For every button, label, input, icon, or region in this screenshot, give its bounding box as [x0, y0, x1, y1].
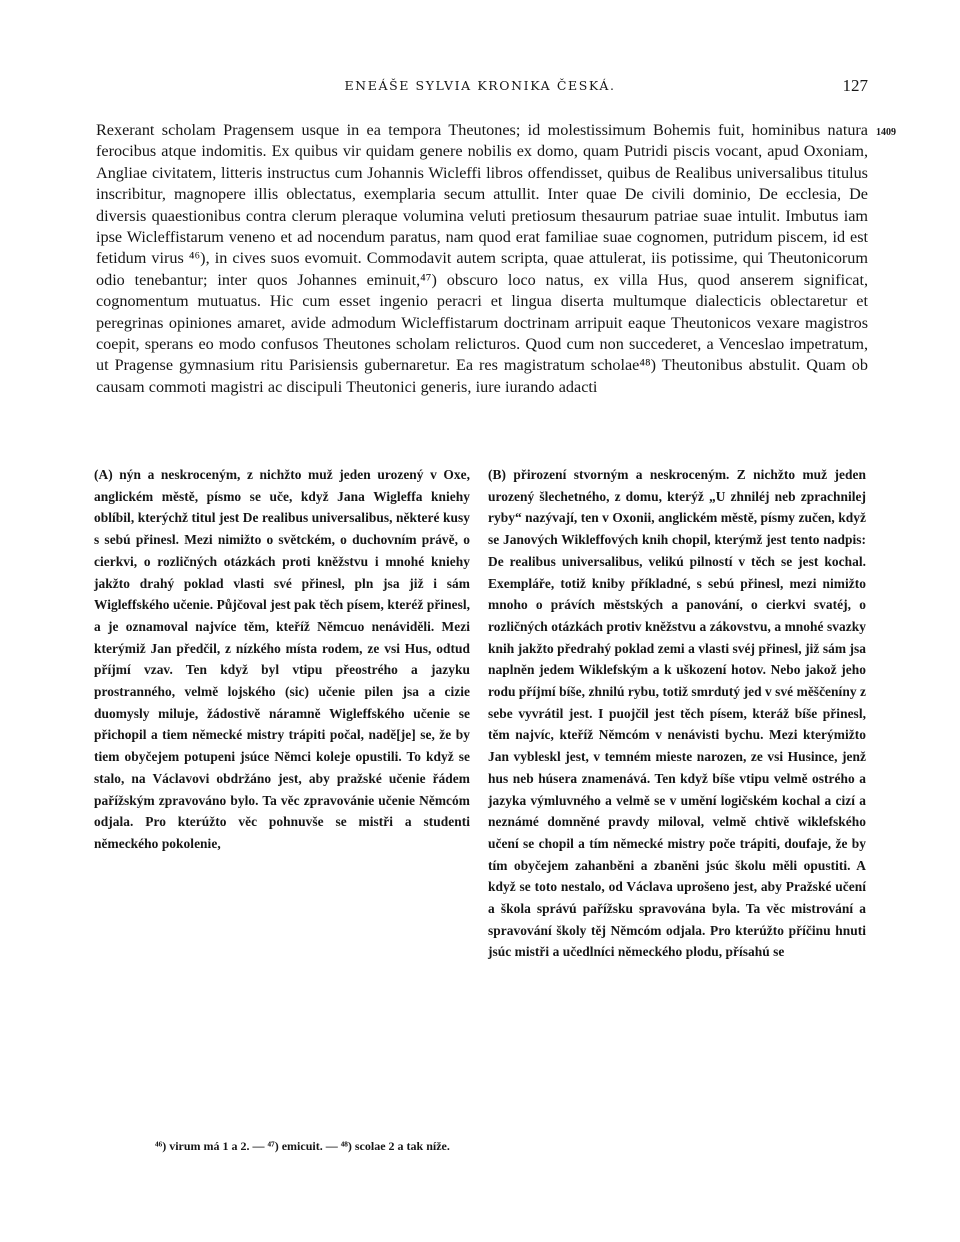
running-title: ENEÁŠE SYLVIA KRONIKA ČESKÁ. [344, 78, 616, 93]
czech-column-a: (A) nýn a neskroceným, z nichžto muž jeden urozený v Oxe, anglickém městě, písmo se uče, když Jana Wigleffa kniehy oblíbil, kterýchž titul jest De realibus universalibus, některé kusy s sebú přinesl. Mezi nimižto o světckém, o duchovním právě, o cierkvi, o rozličných otázkách proti kněžstvu i mnohé kniehy jakžto drahý poklad vlasti své přinesl, pln jsa již i sám Wigleffského učenie. Půjčoval jest pak těch písem, kteréž přinesl, a je oznamoval najvíce těm, kteříž Němcuo nenáviděli. Mezi kterýmiž Jan předčil, z nízkého místa rodem, ze vsi Hus, odtud příjmí vzav. Ten když byl vtipu přeostrého a jazyku prostranného, velmě lojského (sic) učenie pilen jsa a cizie duomysly miluje, žádostivě náramně Wigleffského učenie se přichopil a tiem německé mistry trápiti počal, nadě[je] se, že by tiem obyčejem potupeni jsúce Němci koleje opustili. To když se stalo, na Václavovi obdržáno jest, aby pražské učenie řádem pařížským zpravováno bylo. Ta věc zpravovánie učenie Němcóm odjala. Pro kterúžto věc pohnuvše se mistři a studenti německého pokolenie, [94, 467, 470, 851]
page-number: 127 [842, 76, 868, 95]
latin-paragraph: Rexerant scholam Pragensem usque in ea tempora Theutones; id molestissimum Bohemis fuit, hominibus natura ferocibus atque indomitis. Ex quibus vir quidam genere nobilis ex domo, quam Putridi piscis vocant, apud Oxoniam, Angliae civitatem, litteris instructus cum Johannis Wicleffi libros offendisset, quibus de Realibus universalibus titulus inscribitur, magnopere illis oblectatus, exemplaria secum attullit. Inter quae De civili dominio, De ecclesia, De diversis quaestionibus contra clerum pleraque volumina veluti pretiosum thesaurum patriae suae intulit. Imbutus iam ipse Wicleffistarum veneno et ad nocendum paratus, nam quod erat familiae suae cognomen, putridum piscem, id est fetidum virus ⁴⁶), in cives suos evomuit. Commodavit autem scripta, quae attulerat, iis potissime, qui Theutonicorum odio tenebantur; inter quos Johannes eminuit,⁴⁷) obscuro loco natus, ex villa Hus, quod anserem significat, cognomentum mutuatus. Hic cum esset ingenio peracri et lingua diserta multumque dialecticis oblectaretur et peregrinas opiniones amaret, avide admodum Wicleffistarum doctrinam arripuit eaque Theutonicos vexare magistros coepit, sperans eo modo confusos Theutones scholam relicturos. Quod cum non succederet, a Venceslao impetratum, ut Pragense gymnasium ritu Parisiensis gubernaretur. Ea res magistratum scholae⁴⁸) Theutonibus abstulit. Quam ob causam commoti magistri ac discipuli Theutonici generis, iure iurando adacti [96, 121, 868, 396]
czech-column-b: (B) přirození stvorným a neskroceným. Z nichžto muž jeden urozený šlechetného, z domu, kterýž „U zhniléj neb zprachnilej ryby“ nazývají, ten v Oxonii, anglickém městě, písmy zučen, když se Janových Wikleffových knih chopil, kterýmž jest tento nadpis: De realibus universalibus, velikú pilností v těch se jest kochal. Exempláře, totiž kniby příkladné, s sebú přinesl, mezi nimižto mnoho o právích městských a panování, o cierkvi svatéj, o rozličných otázkách protiv kněžstvu a zákovstvu, a mnohé svazky knih jakžto předrahý poklad zemi a vlasti svéj přinesl, již sám jsa naplněn jedem Wiklefským a k uškození hotov. Nebo jakož jeho rodu příjmí bíše, zhnilú rybu, totiž smrdutý jed v své měščeníny z sebe vyvrátil jest. I puojčil jest těch písem, kteráž bíše přinesl, těm najvíc, kteříž Němcóm v nenávisti bychu. Mezi kterýmižto Jan vybleskl jest, v temném mieste narozen, ze vsi Husince, jenž hus neb húsera znamenává. Ten když bíše vtipu velmě ostrého a jazyka výmluvného a velmě se v umění logičském kochal a cizí a neznámé domněné pravdy miloval, velmě chtivě wiklefského učení se chopil a tím německé mistry poče trápiti, doufaje, že by tím obyčejem zahanběni a zbaněni jsúc školu měli opustiti. A když se toto nestalo, od Václava uprošeno jest, aby Pražské učení a škola správú pařížsku spravována byla. Ta věc mistrování a spravování školy těj Němcóm odjala. Pro kterúžto příčinu hnuti jsúc mistři a učedlníci německého plodu, přísahú se [488, 467, 866, 960]
footnotes: ⁴⁶) virum má 1 a 2. — ⁴⁷) emicuit. — ⁴⁸) scolae 2 a tak níže. [155, 1139, 450, 1153]
margin-year-note: 1409 [876, 127, 896, 138]
